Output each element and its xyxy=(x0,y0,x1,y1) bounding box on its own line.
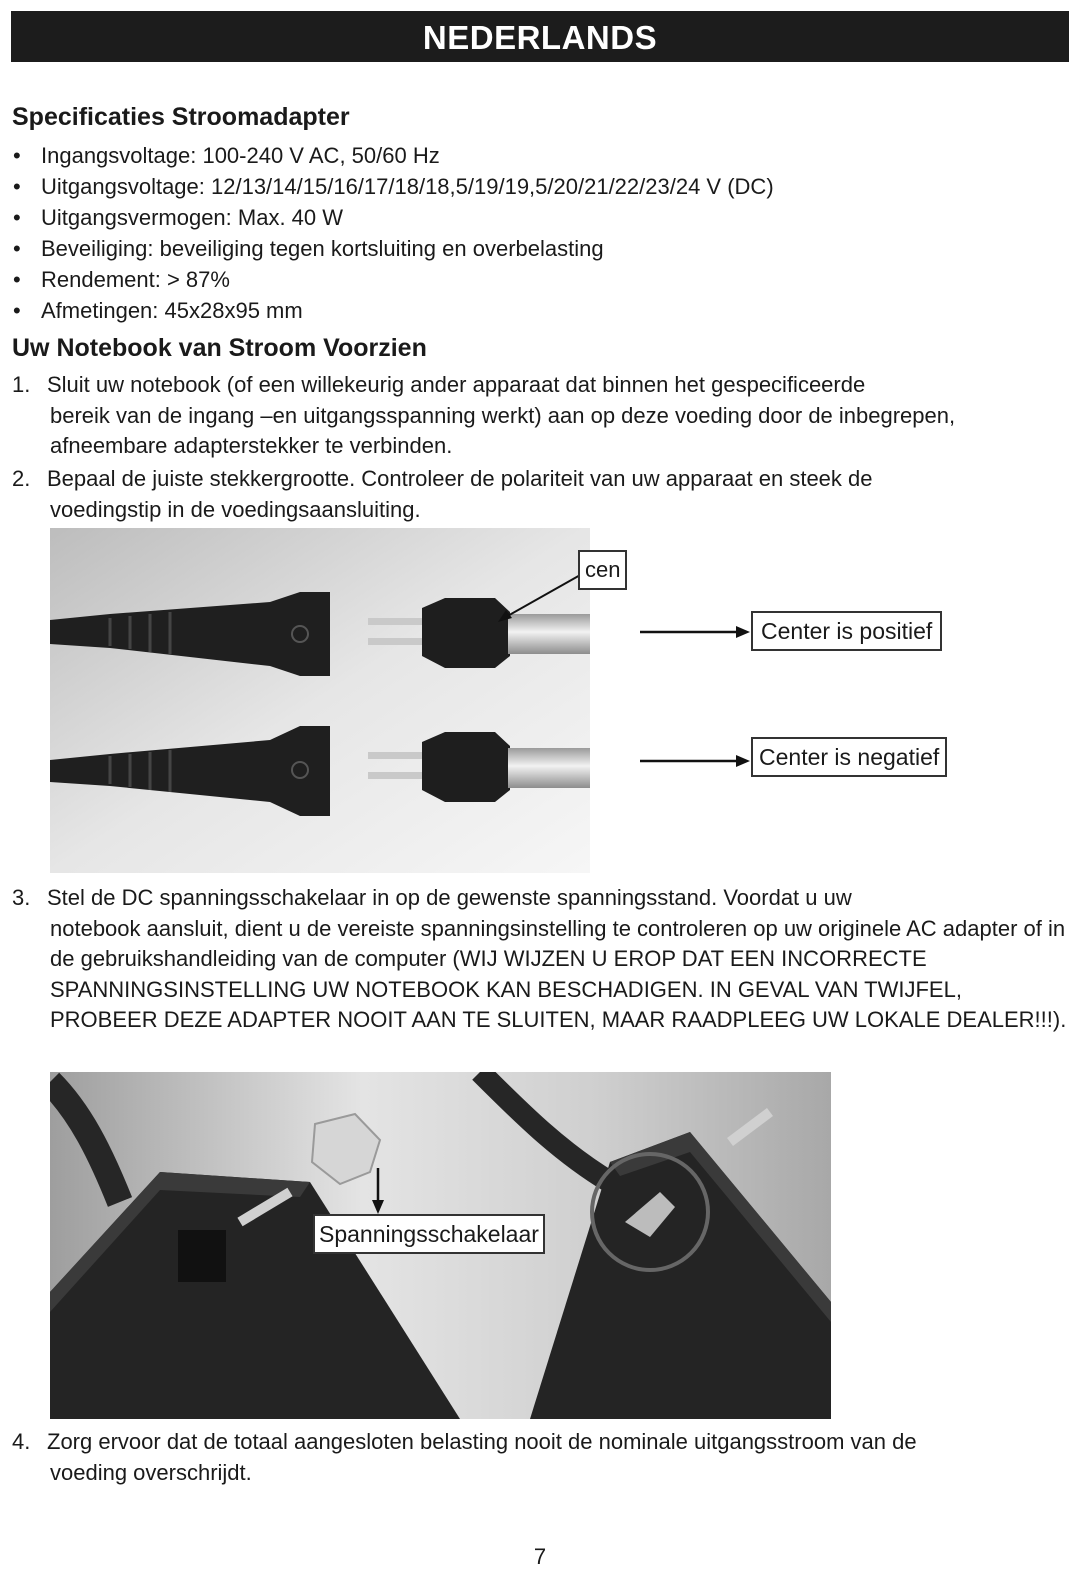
positive-arrow-icon xyxy=(638,622,753,642)
step-3 xyxy=(12,883,1074,1036)
center-positive-label: Center is positief xyxy=(751,611,942,651)
step-text: Zorg ervoor dat de totaal aangesloten belasting nooit de nominale uitgangsstroom van de xyxy=(47,1429,917,1454)
step-text-continued: voeding overschrijdt. xyxy=(50,1459,252,1485)
page-number: 7 xyxy=(533,1544,547,1569)
language-header: NEDERLANDS xyxy=(11,11,1069,62)
down-arrow-icon xyxy=(368,1166,388,1216)
spec-item-efficiency: • Rendement: > 87% xyxy=(12,264,1062,295)
spec-item-dimensions: • Afmetingen: 45x28x95 mm xyxy=(12,295,1062,326)
specs-list xyxy=(12,140,1062,326)
center-callout-label: cen xyxy=(578,550,627,590)
step-1 xyxy=(12,370,1074,462)
step-text: Sluit uw notebook (of een willekeurig ander apparaat dat binnen het gespecificeerde xyxy=(47,372,866,397)
specs-heading: Specificaties Stroomadapter xyxy=(12,103,350,131)
step-number: 3. xyxy=(12,885,31,910)
instructions-heading: Uw Notebook van Stroom Voorzien xyxy=(12,334,427,362)
step-text-continued: voedingstip in de voedingsaansluiting. xyxy=(50,496,421,522)
callout-arrow-icon xyxy=(490,570,590,630)
step-text-continued: notebook aansluit, dient u de vereiste spanningsinstelling te controleren op uw originele AC adapter of in de gebruikshandleiding van de computer (WIJ WIJZEN U EROP DAT EEN INCORRECTE SPANNINGSINSTELLING UW NOTEBOOK KAN BESCHADIGEN. IN GEVAL VAN TWIJFEL, PROBEER DEZE ADAPTER NOOIT AAN TE SLUITEN, MAAR RAADPLEEG UW LOKALE DEALER!!!). xyxy=(50,915,1067,1032)
voltage-switch-label: Spanningsschakelaar xyxy=(313,1214,545,1254)
step-number: 2. xyxy=(12,466,31,491)
step-text: Bepaal de juiste stekkergrootte. Controleer de polariteit van uw apparaat en steek de xyxy=(47,466,873,491)
spec-item-output-voltage: • Uitgangsvoltage: 12/13/14/15/16/17/18/18,5/19/19,5/20/21/22/23/24 V (DC) xyxy=(12,171,1062,202)
step-number: 4. xyxy=(12,1429,31,1454)
negative-arrow-icon xyxy=(638,751,753,771)
step-2 xyxy=(12,464,1074,525)
spec-item-protection: • Beveiliging: beveiliging tegen kortsluiting en overbelasting xyxy=(12,233,1062,264)
center-negative-label: Center is negatief xyxy=(751,737,947,777)
spec-item-input-voltage: • Ingangsvoltage: 100-240 V AC, 50/60 Hz xyxy=(12,140,1062,171)
step-number: 1. xyxy=(12,372,31,397)
step-text: Stel de DC spanningsschakelaar in op de gewenste spanningsstand. Voordat u uw xyxy=(47,885,852,910)
spec-item-output-power: • Uitgangsvermogen: Max. 40 W xyxy=(12,202,1062,233)
step-4 xyxy=(12,1427,1074,1488)
step-text-continued: bereik van de ingang –en uitgangsspanning werkt) aan op deze voeding door de inbegrepen, afneembare adapterstekker te verbinden. xyxy=(50,402,956,458)
